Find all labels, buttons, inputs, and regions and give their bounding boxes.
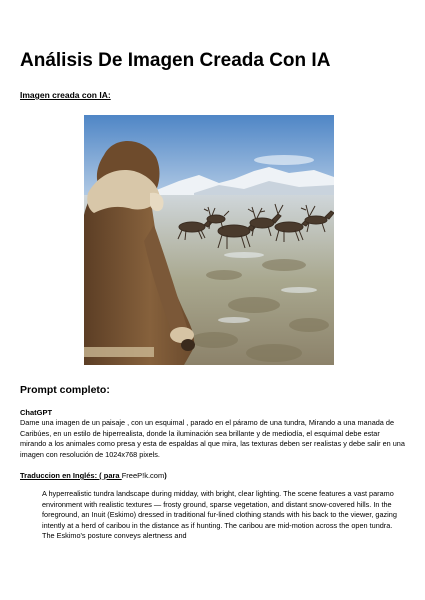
prompt-text: Dame una imagen de un paisaje , con un esquimal , parado en el páramo de una tundra, Mirando a una manada de Caribúes, en un estilo de hiperrealista, donde la iluminación sea brillante y de mediodía, el esquimal debe estar mirando a los animales como presa y esta de espaldas al que mira, las texturas deben ser realistas y debe salir en una imagen con resolución de 1024x768 pixels. [20,418,405,459]
translation-heading-close: ) [164,471,167,480]
prompt-source-label: ChatGPT [20,408,53,417]
image-heading: Imagen creada con IA: [20,90,111,100]
page-title: Análisis De Imagen Creada Con IA [20,50,331,71]
translation-text: A hyperrealistic tundra landscape during midday, with bright, clear lighting. The scene features a vast paramo environment with realistic textures — frosty ground, sparse vegetation, and distant snow-covered hills. In the foreground, an Inuit (Eskimo) dressed in traditional fur-lined clothing stands with his back to the viewer, gazing intently at a herd of caribou in the distance as if hunting. The caribou are mid-motion across the open tundra. The Eskimo's posture conveys alertness and [42,489,397,541]
translation-heading [20,471,167,480]
prompt-heading: Prompt completo: [20,384,110,396]
translation-heading-site: FreeP!k.com [121,471,165,480]
ai-generated-image [84,115,334,365]
translation-heading-label: Traduccion en Inglés: ( para [20,471,122,480]
